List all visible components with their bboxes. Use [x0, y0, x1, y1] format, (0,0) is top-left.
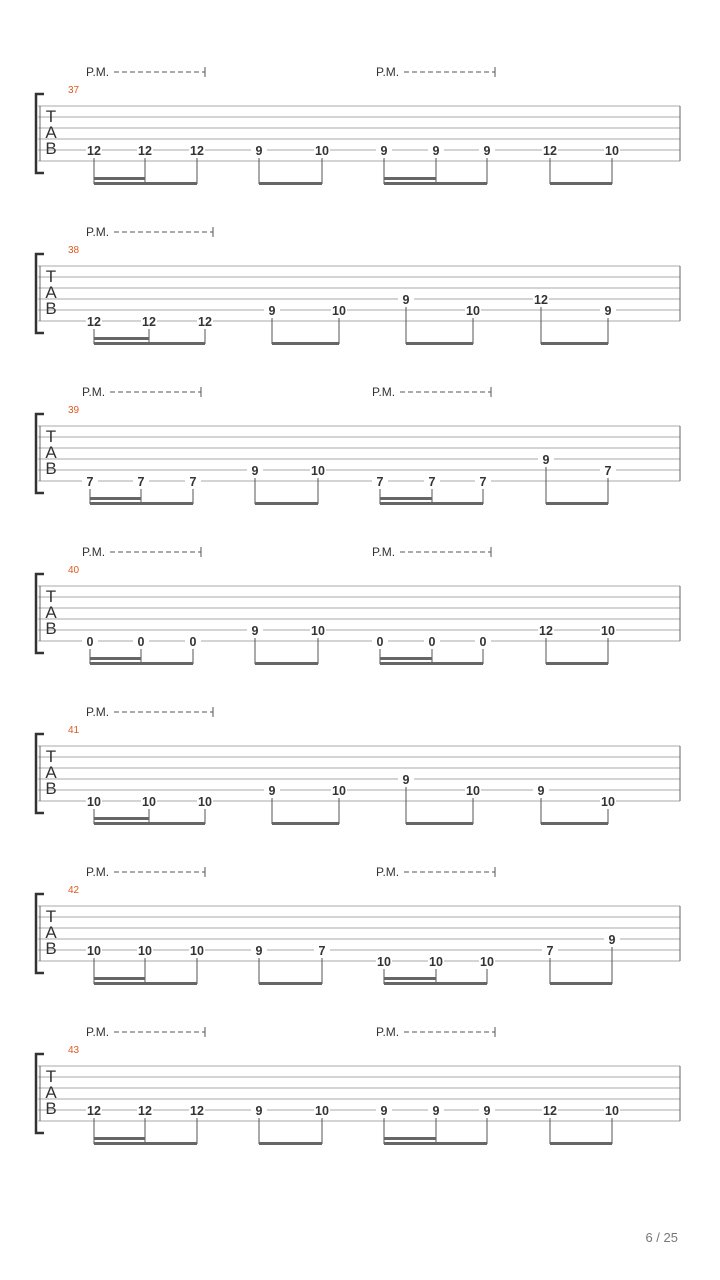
fret-number: 10 [605, 144, 619, 158]
measure-number: 38 [68, 245, 80, 256]
fret-number: 12 [543, 1104, 557, 1118]
tab-clef-letter: T [45, 587, 57, 606]
palm-mute-label: P.M. [82, 545, 106, 559]
palm-mute-label: P.M. [86, 865, 110, 879]
fret-number: 10 [605, 1104, 619, 1118]
fret-number: 10 [142, 795, 156, 809]
beam [90, 497, 141, 500]
beam [406, 822, 473, 825]
fret-number: 12 [142, 315, 156, 329]
fret-number: 12 [190, 144, 204, 158]
fret-number: 12 [87, 144, 101, 158]
beam [384, 1142, 487, 1145]
fret-number: 9 [380, 1104, 388, 1118]
fret-number: 9 [432, 144, 440, 158]
fret-number: 9 [608, 933, 616, 947]
palm-mute-label: P.M. [86, 225, 110, 239]
fret-number: 9 [537, 784, 545, 798]
fret-number: 0 [428, 635, 436, 649]
fret-number: 9 [255, 1104, 263, 1118]
beam [259, 1142, 322, 1145]
tab-clef-letter: A [45, 603, 57, 622]
tab-clef-letter: B [45, 939, 57, 958]
fret-number: 9 [483, 144, 491, 158]
tab-clef-letter: T [45, 267, 57, 286]
fret-number: 12 [138, 1104, 152, 1118]
fret-number: 7 [86, 475, 94, 489]
fret-number: 10 [429, 955, 443, 969]
tab-clef-letter: T [45, 907, 57, 926]
fret-number: 0 [479, 635, 487, 649]
fret-number: 12 [138, 144, 152, 158]
tab-clef-letter: A [45, 443, 57, 462]
fret-number: 9 [251, 464, 259, 478]
tab-system [36, 545, 680, 665]
beam [94, 1142, 197, 1145]
fret-number: 10 [601, 624, 615, 638]
tab-clef-letter: B [45, 299, 57, 318]
fret-number: 9 [268, 784, 276, 798]
fret-number: 10 [332, 304, 346, 318]
fret-number: 7 [189, 475, 197, 489]
beam [94, 182, 197, 185]
beam [90, 657, 141, 660]
fret-number: 0 [86, 635, 94, 649]
page-number: 6 / 25 [645, 1230, 678, 1245]
beam [380, 502, 483, 505]
fret-number: 12 [190, 1104, 204, 1118]
tab-clef-letter: B [45, 779, 57, 798]
measure-number: 40 [68, 565, 80, 576]
fret-number: 7 [428, 475, 436, 489]
beam [259, 182, 322, 185]
palm-mute-label: P.M. [372, 385, 396, 399]
beam [380, 497, 432, 500]
tab-clef-letter: T [45, 1067, 57, 1086]
beam [90, 502, 193, 505]
beam [94, 337, 149, 340]
palm-mute-label: P.M. [86, 705, 110, 719]
fret-number: 10 [480, 955, 494, 969]
fret-number: 9 [432, 1104, 440, 1118]
palm-mute-label: P.M. [376, 65, 400, 79]
measure-number: 39 [68, 405, 80, 416]
fret-number: 10 [311, 464, 325, 478]
tab-clef-letter: B [45, 619, 57, 638]
beam [94, 977, 145, 980]
tab-system [36, 1025, 680, 1145]
fret-number: 9 [251, 624, 259, 638]
fret-number: 0 [189, 635, 197, 649]
fret-number: 7 [318, 944, 326, 958]
beam [546, 502, 608, 505]
tab-clef-letter: A [45, 123, 57, 142]
tab-system [36, 225, 680, 345]
beam [94, 1137, 145, 1140]
fret-number: 9 [604, 304, 612, 318]
fret-number: 12 [87, 315, 101, 329]
tab-clef-letter: A [45, 283, 57, 302]
tab-system [36, 385, 680, 505]
beam [384, 977, 436, 980]
tab-clef-letter: T [45, 107, 57, 126]
beam [550, 182, 612, 185]
palm-mute-label: P.M. [86, 1025, 110, 1039]
beam [380, 657, 432, 660]
palm-mute-label: P.M. [86, 65, 110, 79]
tab-clef-letter: B [45, 1099, 57, 1118]
fret-number: 10 [138, 944, 152, 958]
fret-number: 0 [376, 635, 384, 649]
fret-number: 10 [198, 795, 212, 809]
fret-number: 10 [601, 795, 615, 809]
fret-number: 9 [255, 944, 263, 958]
beam [255, 662, 318, 665]
tab-clef-letter: B [45, 459, 57, 478]
beam [541, 822, 608, 825]
beam [94, 822, 205, 825]
beam [90, 662, 193, 665]
tab-clef-letter: A [45, 1083, 57, 1102]
fret-number: 10 [87, 795, 101, 809]
beam [94, 342, 205, 345]
palm-mute-label: P.M. [376, 1025, 400, 1039]
fret-number: 9 [380, 144, 388, 158]
fret-number: 9 [255, 144, 263, 158]
fret-number: 10 [311, 624, 325, 638]
tab-system [36, 705, 680, 825]
beam [541, 342, 608, 345]
measure-number: 43 [68, 1045, 80, 1056]
beam [272, 822, 339, 825]
fret-number: 9 [268, 304, 276, 318]
measure-number: 37 [68, 85, 80, 96]
fret-number: 12 [534, 293, 548, 307]
tab-system [36, 865, 680, 985]
fret-number: 12 [87, 1104, 101, 1118]
beam [384, 1137, 436, 1140]
fret-number: 9 [402, 773, 410, 787]
tab-clef-letter: A [45, 923, 57, 942]
tab-clef-letter: T [45, 747, 57, 766]
beam [94, 177, 145, 180]
palm-mute-label: P.M. [372, 545, 396, 559]
beam [94, 982, 197, 985]
fret-number: 7 [604, 464, 612, 478]
fret-number: 10 [315, 1104, 329, 1118]
fret-number: 7 [479, 475, 487, 489]
palm-mute-label: P.M. [376, 865, 400, 879]
beam [272, 342, 339, 345]
beam [550, 982, 612, 985]
tab-clef-letter: A [45, 763, 57, 782]
beam [94, 817, 149, 820]
beam [255, 502, 318, 505]
fret-number: 12 [543, 144, 557, 158]
beam [384, 982, 487, 985]
fret-number: 12 [539, 624, 553, 638]
fret-number: 10 [332, 784, 346, 798]
fret-number: 10 [466, 784, 480, 798]
fret-number: 9 [542, 453, 550, 467]
fret-number: 7 [546, 944, 554, 958]
beam [380, 662, 483, 665]
tab-system [36, 65, 680, 185]
fret-number: 10 [87, 944, 101, 958]
fret-number: 10 [315, 144, 329, 158]
fret-number: 7 [137, 475, 145, 489]
fret-number: 10 [377, 955, 391, 969]
beam [546, 662, 608, 665]
fret-number: 12 [198, 315, 212, 329]
tab-clef-letter: B [45, 139, 57, 158]
palm-mute-label: P.M. [82, 385, 106, 399]
fret-number: 7 [376, 475, 384, 489]
beam [384, 182, 487, 185]
beam [384, 177, 436, 180]
beam [259, 982, 322, 985]
beam [550, 1142, 612, 1145]
measure-number: 42 [68, 885, 80, 896]
fret-number: 10 [466, 304, 480, 318]
beam [406, 342, 473, 345]
measure-number: 41 [68, 725, 80, 736]
tab-clef-letter: T [45, 427, 57, 446]
fret-number: 0 [137, 635, 145, 649]
fret-number: 9 [402, 293, 410, 307]
fret-number: 10 [190, 944, 204, 958]
fret-number: 9 [483, 1104, 491, 1118]
